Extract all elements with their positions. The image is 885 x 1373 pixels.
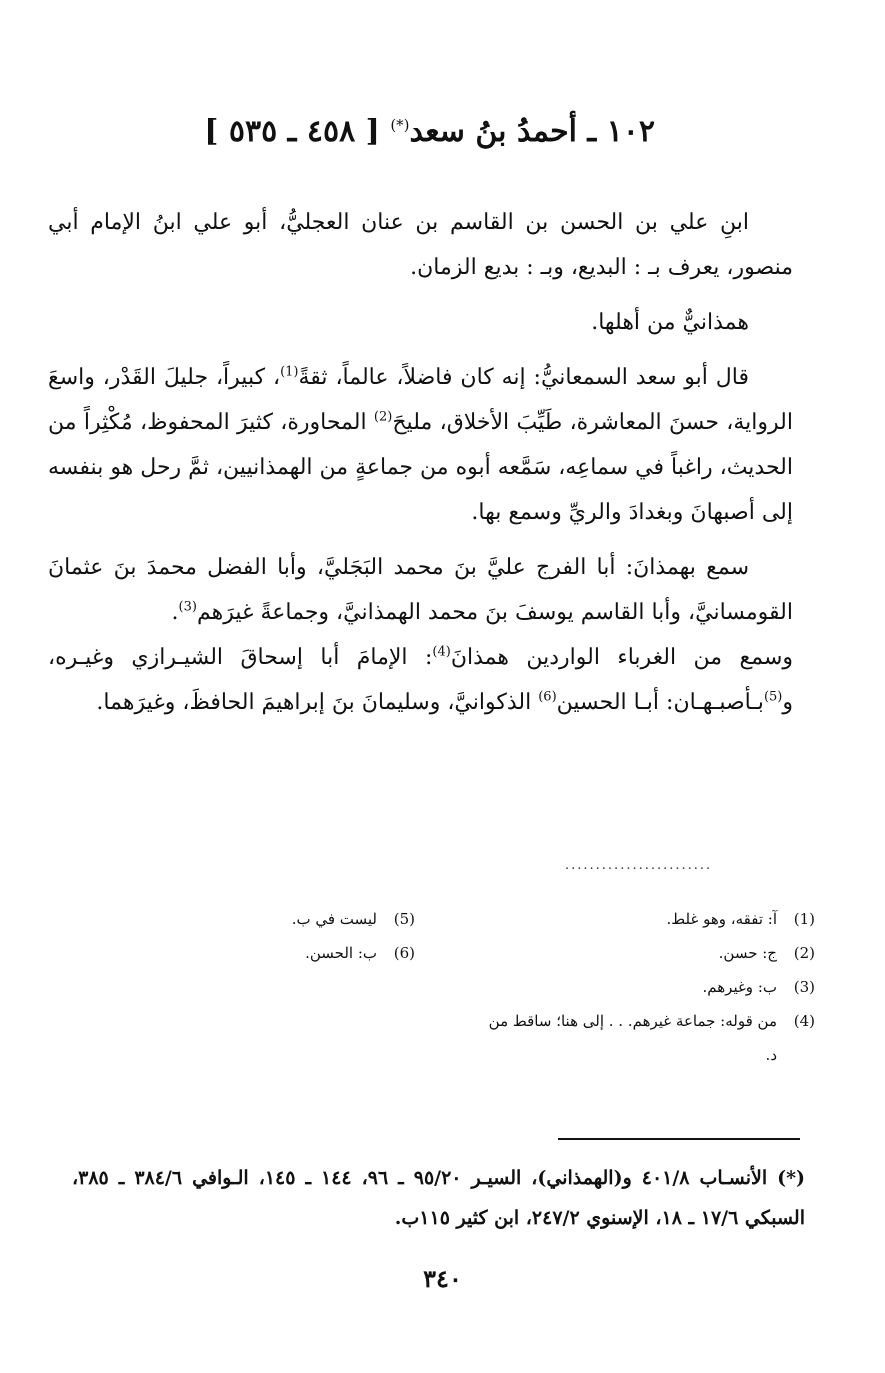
paragraph-3-text-b: ، كبيراً، جليلَ القَدْر، واسعَ الرواية، حسنَ المعاشرة، طَيِّبَ الأخلاق، مليحَ: [48, 365, 793, 435]
footnote-number: (4): [793, 1012, 815, 1030]
entry-number: ١٠٢: [606, 114, 655, 149]
footnote-mark-3: (3): [178, 599, 197, 615]
paragraph-5-text-d: الذكوانيَّ، وسليمانَ بنَ إبراهيمَ الحافظَ، وغيرَهما.: [96, 690, 539, 715]
entry-heading: [100, 108, 655, 156]
footnote-1: [485, 902, 815, 936]
paragraph-4-text-b: .: [171, 600, 179, 625]
footnote-number: (3): [793, 978, 815, 996]
paragraph-5: [48, 635, 793, 725]
footnote-mark-4: (4): [432, 644, 451, 660]
footnote-6: [155, 936, 415, 970]
footnote-number: (5): [393, 910, 415, 928]
footnote-text: ب: الحسن.: [305, 944, 377, 962]
footnote-mark-2: (2): [373, 409, 393, 425]
paragraph-2: همذانيٌّ من أهلها.: [591, 310, 749, 335]
footnote-number: (1): [793, 910, 815, 928]
paragraph-5-text-a: وسمع من الغرباء الواردين همذانَ: [450, 645, 793, 670]
footnote-text: من قوله: جماعة غيرهم. . . إلى هنا؛ ساقط من د.: [488, 1012, 777, 1064]
paragraph-3: [48, 355, 793, 535]
footnote-mark-1: (1): [280, 364, 299, 380]
reference-rule: [558, 1138, 800, 1140]
footnote-2: [485, 936, 815, 970]
footnote-mark-5: (5): [763, 689, 783, 705]
footnote-text: آ: تفقه، وهو غلط.: [666, 910, 777, 928]
footnotes-left-column: [155, 902, 415, 970]
paragraph-1: ابنِ علي بن الحسن بن القاسم بن عنان العجليُّ، أبو علي ابنُ الإمام أبي منصور، يعرف بـ : البديع، وبـ : بديع الزمان.: [48, 210, 793, 280]
footnotes-right-column: [485, 902, 815, 1072]
footnote-3: [485, 970, 815, 1004]
paragraph-5-text-c: بـأصبـهـان: أبـا الحسين: [556, 690, 764, 715]
paragraph-5-text-b: : الإمامَ أبا إسحاقَ الشيـرازي وغيـره، و: [48, 645, 793, 715]
entry-years: [ ٤٥٨ ـ ٥٣٥ ]: [204, 114, 380, 149]
main-text: [48, 200, 793, 725]
paragraph-3-text-c: المحاورة، كثيرَ المحفوظ، مُكْثِراً من الحديث، راغباً في سماعِه، سَمَّعه أبوه من جماعةٍ من الهمذانيين، ثمَّ رحل هو بنفسه إلى أصبهانَ وبغدادَ والريِّ وسمع بها.: [48, 410, 793, 525]
entry-name: أحمدُ بنُ سعد: [409, 114, 577, 149]
paragraph-3-text-a: قال أبو سعد السمعانيُّ: إنه كان فاضلاً، عالماً، ثقةً: [298, 365, 749, 390]
footnote-text: ب: وغيرهم.: [702, 978, 777, 996]
source-references: (*) الأنسـاب ٤٠١/٨ و(الهمذاني)، السيـر ٩٥/٢٠ ـ ٩٦، ١٤٤ ـ ١٤٥، الـوافي ٣٨٤/٦ ـ ٣٨٥، السبكي ١٧/٦ ـ ١٨، الإسنوي ٢٤٧/٢، ابن كثير ١١٥ب.: [72, 1167, 806, 1229]
heading-dash: ـ: [587, 114, 597, 149]
footnote-text: ليست في ب.: [291, 910, 377, 928]
footnote-text: ج: حسن.: [718, 944, 777, 962]
paragraph-4-text-a: سمع بهمذانَ: أبا الفرج عليَّ بنَ محمد البَجَليَّ، وأبا الفضل محمدَ بنَ عثمانَ القومسانيَّ، وأبا القاسم يوسفَ بنَ محمد الهمذانيَّ، وجماعةً غيرَهم: [48, 555, 793, 625]
footnote-number: (6): [393, 944, 415, 962]
paragraph-4: [48, 545, 793, 635]
footnote-separator-dots: ........................: [565, 858, 713, 873]
footnote-5: [155, 902, 415, 936]
footnote-mark-6: (6): [538, 689, 557, 705]
footnote-number: (2): [793, 944, 815, 962]
page-number: ٣٤٠: [423, 1264, 462, 1293]
heading-footnote-mark: (*): [390, 116, 410, 134]
footnote-4: [485, 1004, 815, 1072]
